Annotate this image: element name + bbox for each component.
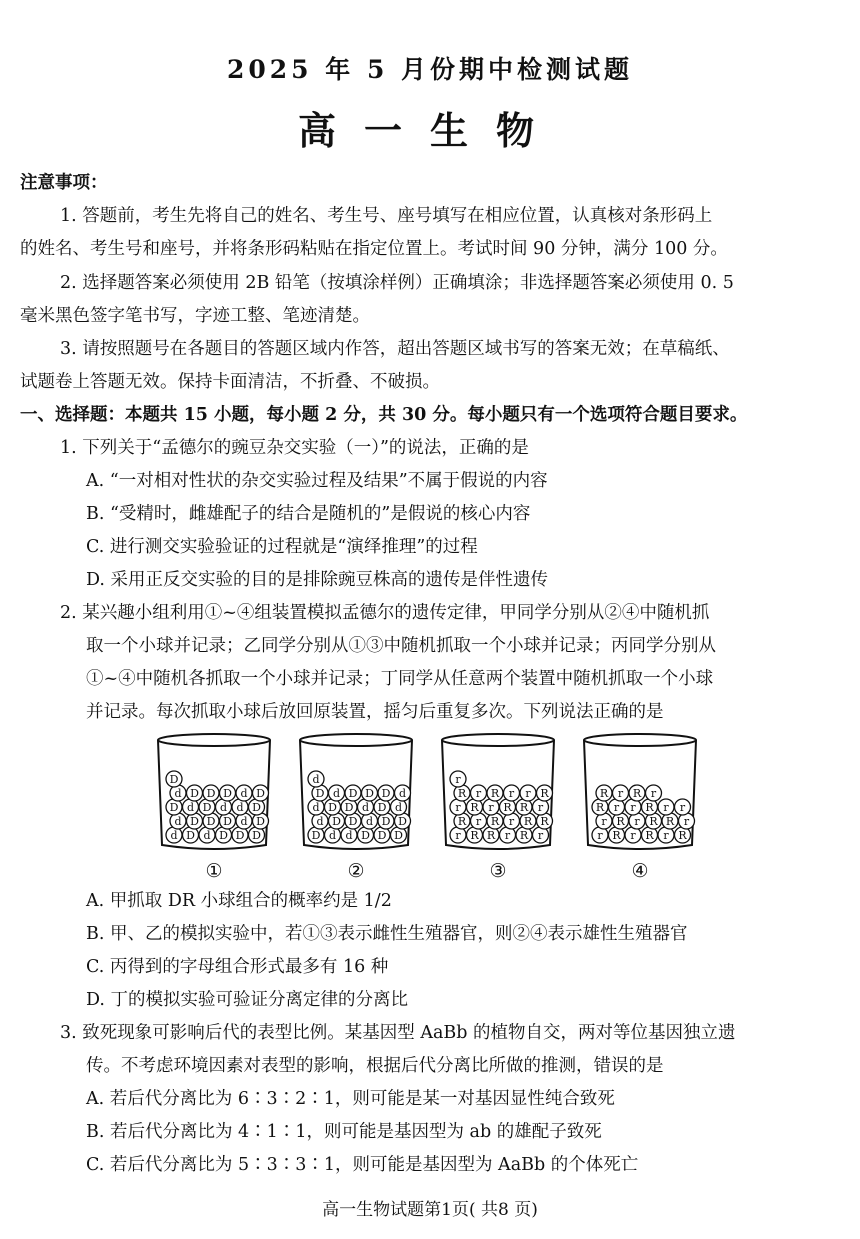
ball-letter: d bbox=[316, 815, 324, 828]
note-3-line-1: 3. 请按照题号在各题目的答题区域内作答，超出答题区域书写的答案无效；在草稿纸、 bbox=[60, 339, 730, 359]
ball-letter: r bbox=[601, 815, 607, 828]
jar-label: ① bbox=[205, 860, 223, 882]
ball bbox=[487, 785, 503, 801]
ball-letter: d bbox=[236, 801, 244, 814]
ball bbox=[520, 785, 536, 801]
q1-option-d: D. 采用正反交实验的目的是排除豌豆株高的遗传是伴性遗传 bbox=[86, 570, 549, 590]
ball-letter: R bbox=[470, 801, 479, 814]
ball-letter: r bbox=[537, 829, 544, 842]
jar-label: ③ bbox=[489, 860, 507, 882]
ball bbox=[329, 785, 345, 801]
jar-rim bbox=[300, 734, 412, 746]
ball bbox=[471, 785, 487, 801]
ball-letter: R bbox=[457, 787, 467, 800]
ball-letter: R bbox=[490, 787, 500, 800]
ball-letter: D bbox=[219, 829, 228, 842]
ball bbox=[675, 799, 691, 815]
q2-option-b: B. 甲、乙的模拟实验中，若①③表示雌性生殖器官，则②④表示雄性生殖器官 bbox=[86, 924, 688, 944]
ball-letter: D bbox=[252, 801, 261, 814]
ball-letter: R bbox=[503, 801, 512, 814]
ball bbox=[537, 785, 553, 801]
ball-letter: D bbox=[348, 787, 358, 800]
ball-letter: R bbox=[457, 815, 467, 828]
ball bbox=[596, 785, 612, 801]
ball bbox=[345, 785, 361, 801]
ball-letter: R bbox=[616, 815, 625, 828]
ball-letter: D bbox=[394, 829, 403, 842]
ball-letter: R bbox=[595, 801, 605, 814]
ball-letter: d bbox=[312, 801, 320, 814]
q1-option-c: C. 进行测交实验验证的过程就是“演绎推理”的过程 bbox=[86, 537, 478, 557]
ball-letter: r bbox=[455, 801, 461, 814]
ball-letter: r bbox=[508, 787, 515, 800]
q2-option-c: C. 丙得到的字母组合形式最多有 16 种 bbox=[86, 957, 389, 977]
q1-option-b: B. “受精时，雌雄配子的结合是随机的”是假说的核心内容 bbox=[86, 504, 531, 524]
ball-letter: D bbox=[361, 829, 370, 842]
ball-letter: r bbox=[630, 801, 636, 814]
ball-letter: R bbox=[678, 829, 687, 842]
ball-letter: d bbox=[240, 815, 248, 828]
ball bbox=[613, 785, 629, 801]
ball-letter: d bbox=[398, 787, 407, 800]
ball-letter: d bbox=[240, 787, 248, 800]
ball-letter: D bbox=[328, 801, 337, 814]
jar-label: ② bbox=[347, 860, 365, 882]
ball-letter: d bbox=[174, 787, 182, 800]
ball-letter: D bbox=[186, 829, 195, 842]
ball-letter: D bbox=[190, 815, 199, 828]
ball-letter: R bbox=[612, 829, 621, 842]
ball-letter: d bbox=[361, 801, 370, 814]
jar-rim bbox=[442, 734, 554, 746]
ball bbox=[629, 785, 645, 801]
ball-letter: D bbox=[223, 787, 232, 800]
q3-stem-line-2: 传。不考虑环境因素对表型的影响，根据后代分离比所做的推测，错误的是 bbox=[86, 1056, 664, 1076]
jar-label: ④ bbox=[631, 860, 649, 882]
ball-letter: d bbox=[328, 829, 337, 842]
ball-letter: R bbox=[519, 829, 529, 842]
ball-letter: D bbox=[398, 815, 407, 828]
ball-letter: r bbox=[525, 787, 531, 800]
ball-letter: D bbox=[348, 815, 358, 828]
ball-letter: R bbox=[632, 787, 642, 800]
ball-letter: R bbox=[523, 815, 533, 828]
q3-stem-line-1: 3. 致死现象可影响后代的表型比例。某基因型 AaBb 的植物自交，两对等位基因独立遗 bbox=[60, 1023, 736, 1043]
ball-letter: r bbox=[597, 829, 603, 842]
ball-letter: r bbox=[663, 801, 669, 814]
ball-letter: D bbox=[252, 829, 261, 842]
note-3-line-2: 试题卷上答题无效。保持卡面清洁，不折叠、不破损。 bbox=[20, 372, 440, 392]
ball bbox=[504, 785, 520, 801]
q1-stem: 1. 下列关于“孟德尔的豌豆杂交实验（一）”的说法，正确的是 bbox=[60, 438, 529, 458]
note-2-line-1: 2. 选择题答案必须使用 2B 铅笔（按填涂样例）正确填涂；非选择题答案必须使用 0. 5 bbox=[60, 273, 734, 293]
jar-1 bbox=[158, 734, 270, 882]
ball-letter: D bbox=[365, 787, 374, 800]
ball-letter: r bbox=[475, 815, 482, 828]
ball bbox=[658, 799, 674, 815]
ball-letter: R bbox=[519, 801, 529, 814]
ball-letter: d bbox=[365, 815, 374, 828]
note-1-line-1: 1. 答题前，考生先将自己的姓名、考生号、座号填写在相应位置，认真核对条形码上 bbox=[60, 206, 713, 226]
ball-letter: D bbox=[344, 801, 354, 814]
ball-letter: R bbox=[540, 815, 549, 828]
ball bbox=[253, 785, 269, 801]
ball bbox=[220, 785, 236, 801]
ball bbox=[308, 771, 324, 787]
ball-letter: d bbox=[345, 829, 353, 842]
ball-letter: D bbox=[202, 801, 212, 814]
ball-letter: D bbox=[377, 801, 387, 814]
ball bbox=[395, 785, 411, 801]
ball-letter: D bbox=[377, 829, 387, 842]
ball-jars-figure bbox=[150, 730, 710, 882]
ball-letter: R bbox=[645, 829, 654, 842]
ball-letter: D bbox=[315, 787, 325, 800]
ball-letter: D bbox=[206, 787, 216, 800]
ball bbox=[166, 771, 182, 787]
ball-letter: r bbox=[683, 815, 690, 828]
ball-letter: r bbox=[455, 829, 461, 842]
jar-rim bbox=[158, 734, 270, 746]
ball-letter: D bbox=[235, 829, 245, 842]
ball-letter: R bbox=[490, 815, 500, 828]
ball-letter: D bbox=[311, 829, 321, 842]
ball-letter: D bbox=[169, 801, 179, 814]
ball-letter: R bbox=[665, 815, 675, 828]
ball-letter: d bbox=[186, 801, 195, 814]
section-1-heading: 一、选择题：本题共 15 小题，每小题 2 分，共 30 分。每小题只有一个选项符合题目要求。 bbox=[20, 405, 748, 425]
page-footer: 高一生物试题第1页( 共8 页) bbox=[322, 1200, 538, 1220]
ball-letter: d bbox=[394, 801, 403, 814]
ball-letter: R bbox=[540, 787, 549, 800]
ball-letter: D bbox=[206, 815, 216, 828]
ball-letter: D bbox=[381, 815, 391, 828]
q3-option-a: A. 若后代分离比为 6∶3∶2∶1，则可能是某一对基因显性纯合致死 bbox=[86, 1089, 615, 1109]
q2-stem-line-4: 并记录。每次抓取小球后放回原装置，摇匀后重复多次。下列说法正确的是 bbox=[86, 702, 664, 722]
ball-letter: r bbox=[650, 787, 657, 800]
ball-letter: r bbox=[679, 801, 686, 814]
q2-stem-line-3: ①~④中随机各抓取一个小球并记录；丁同学从任意两个装置中随机抓取一个小球 bbox=[86, 669, 714, 689]
ball bbox=[203, 785, 219, 801]
ball-letter: r bbox=[537, 801, 544, 814]
ball bbox=[646, 785, 662, 801]
notes-heading: 注意事项： bbox=[20, 173, 108, 193]
ball-letter: r bbox=[663, 829, 669, 842]
ball-letter: d bbox=[332, 787, 341, 800]
q2-stem-line-2: 取一个小球并记录；乙同学分别从①③中随机抓取一个小球并记录；丙同学分别从 bbox=[86, 636, 716, 656]
jar-3 bbox=[442, 734, 554, 882]
ball-letter: r bbox=[630, 829, 636, 842]
ball-letter: d bbox=[203, 829, 211, 842]
ball-letter: R bbox=[470, 829, 479, 842]
ball-letter: R bbox=[649, 815, 658, 828]
ball-letter: r bbox=[613, 801, 620, 814]
ball-letter: D bbox=[256, 787, 265, 800]
ball-letter: R bbox=[599, 787, 609, 800]
q3-option-b: B. 若后代分离比为 4∶1∶1，则可能是基因型为 ab 的雄配子致死 bbox=[86, 1122, 602, 1142]
ball-letter: r bbox=[488, 801, 494, 814]
note-1-line-2: 的姓名、考生号和座号，并将条形码粘贴在指定位置上。考试时间 90 分钟，满分 100 分。 bbox=[20, 239, 728, 259]
ball-letter: D bbox=[256, 815, 265, 828]
ball-letter: R bbox=[645, 801, 654, 814]
ball-letter: r bbox=[617, 787, 624, 800]
note-2-line-2: 毫米黑色签字笔书写，字迹工整、笔迹清楚。 bbox=[20, 306, 370, 326]
ball-letter: d bbox=[170, 829, 178, 842]
ball bbox=[450, 771, 466, 787]
ball-letter: d bbox=[312, 773, 320, 786]
ball-letter: d bbox=[174, 815, 182, 828]
q2-option-d: D. 丁的模拟实验可验证分离定律的分离比 bbox=[86, 990, 409, 1010]
ball bbox=[362, 785, 378, 801]
q1-option-a: A. “一对相对性状的杂交实验过程及结果”不属于假说的内容 bbox=[86, 471, 548, 491]
ball-letter: d bbox=[219, 801, 228, 814]
ball-letter: D bbox=[190, 787, 199, 800]
subject-title: 高一生物 bbox=[297, 108, 562, 153]
jar-4 bbox=[584, 734, 696, 882]
ball-letter: D bbox=[332, 815, 341, 828]
jar-2 bbox=[300, 734, 412, 882]
q2-stem-line-1: 2. 某兴趣小组利用①~④组装置模拟孟德尔的遗传定律，甲同学分别从②④中随机抓 bbox=[60, 603, 710, 623]
ball-letter: r bbox=[475, 787, 482, 800]
ball-letter: D bbox=[381, 787, 391, 800]
ball-letter: D bbox=[223, 815, 232, 828]
ball bbox=[187, 785, 203, 801]
ball-letter: r bbox=[455, 773, 461, 786]
q3-option-c: C. 若后代分离比为 5∶3∶3∶1，则可能是基因型为 AaBb 的个体死亡 bbox=[86, 1155, 639, 1175]
jar-rim bbox=[584, 734, 696, 746]
ball-letter: r bbox=[634, 815, 640, 828]
ball bbox=[378, 785, 394, 801]
ball bbox=[236, 785, 252, 801]
ball-letter: R bbox=[486, 829, 496, 842]
q2-option-a: A. 甲抓取 DR 小球组合的概率约是 1/2 bbox=[86, 891, 392, 911]
exam-header-title: 2025 年 5 月份期中检测试题 bbox=[226, 55, 634, 84]
ball-letter: r bbox=[508, 815, 515, 828]
ball-letter: D bbox=[169, 773, 179, 786]
ball-letter: r bbox=[504, 829, 511, 842]
